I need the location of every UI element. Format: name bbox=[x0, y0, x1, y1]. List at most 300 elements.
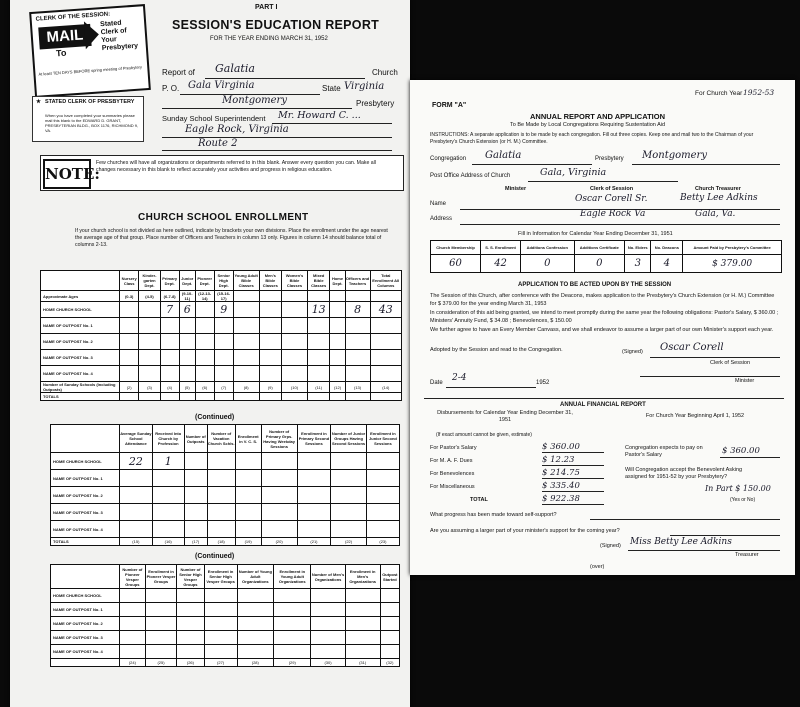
table-header: Mixed Bible Classes bbox=[307, 271, 329, 291]
table-cell bbox=[120, 603, 146, 617]
accept-value: In Part $ 150.00 bbox=[705, 484, 771, 493]
table-cell bbox=[139, 318, 160, 334]
clerk-of-session-label: Clerk of Session bbox=[710, 360, 751, 366]
table-row bbox=[51, 645, 400, 659]
column-number: (2) bbox=[120, 382, 139, 393]
part-label: PART I bbox=[255, 4, 278, 11]
table-cell bbox=[282, 350, 308, 366]
table-cell bbox=[345, 350, 370, 366]
treasurer-signature: Miss Betty Lee Adkins bbox=[630, 537, 732, 547]
table-cell bbox=[145, 617, 177, 631]
presbytery-value-right: Montgomery bbox=[642, 150, 707, 161]
table-cell bbox=[120, 334, 139, 350]
table-header: Senior High Dept. bbox=[214, 271, 233, 291]
table-cell bbox=[145, 645, 177, 659]
table-cell bbox=[184, 487, 207, 504]
table-cell bbox=[330, 334, 345, 350]
table-cell bbox=[204, 617, 237, 631]
deadline-note: At least TEN DAYS BEFORE spring meeting of Presbytery bbox=[38, 64, 143, 77]
name-label: Name bbox=[430, 201, 447, 207]
table-header: Primary Dept. bbox=[160, 271, 179, 291]
table-cell bbox=[274, 617, 311, 631]
table-header: Young Adult Bible Classes bbox=[233, 271, 259, 291]
stat-confession: 0 bbox=[521, 255, 574, 273]
table-cell bbox=[152, 487, 184, 504]
table-cell bbox=[179, 350, 195, 366]
table-header: Officers and Teachers bbox=[345, 271, 370, 291]
table-cell bbox=[214, 350, 233, 366]
table-cell bbox=[345, 603, 380, 617]
row-label: NAME OF OUTPOST No. 4 bbox=[51, 521, 120, 538]
table-row bbox=[41, 302, 402, 318]
disbursement-value: $ 335.40 bbox=[542, 481, 604, 492]
table-cell bbox=[331, 470, 367, 487]
superintendent-value: Mr. Howard C. ... bbox=[278, 110, 361, 121]
enrollment-table bbox=[40, 270, 402, 401]
table-cell bbox=[331, 453, 367, 470]
table-cell bbox=[233, 350, 259, 366]
age-label: Approximate Ages bbox=[41, 291, 120, 302]
table-cell bbox=[297, 504, 331, 521]
table-row bbox=[41, 350, 402, 366]
if-exact-note: (If exact amount cannot be given, estimate) bbox=[436, 432, 532, 438]
table-cell bbox=[179, 334, 195, 350]
age-range: (4-5) bbox=[139, 291, 160, 302]
column-number: (7) bbox=[214, 382, 233, 393]
table-header: Outpost Started bbox=[380, 565, 399, 589]
disbursement-value: $ 360.00 bbox=[542, 442, 604, 453]
table-cell bbox=[307, 350, 329, 366]
disbursement-row bbox=[430, 442, 610, 455]
table-cell: 22 bbox=[120, 453, 153, 470]
table-cell bbox=[297, 521, 331, 538]
table-header: Women's Bible Classes bbox=[282, 271, 308, 291]
disbursement-label: For Benevolences bbox=[430, 471, 475, 477]
expects-text: Congregation expects to pay on Pastor's Salary bbox=[625, 445, 703, 458]
star-icon: ★ bbox=[36, 99, 41, 105]
table-header: Enrollment in Primary Second Sessions bbox=[297, 425, 331, 453]
row-label: NAME OF OUTPOST No. 3 bbox=[51, 631, 120, 645]
stat-enrollment: 42 bbox=[481, 255, 521, 273]
table-cell: 13 bbox=[307, 302, 329, 318]
table-row bbox=[51, 631, 400, 645]
table-cell bbox=[207, 521, 235, 538]
table-cell bbox=[120, 318, 139, 334]
table-cell bbox=[120, 631, 146, 645]
address-line-1: Eagle Rock, Virginia bbox=[185, 124, 289, 135]
disbursements-head: Disbursements for Calendar Year Ending December 31, 1951 bbox=[437, 410, 573, 423]
table-cell bbox=[297, 453, 331, 470]
continued-label-2: (Continued) bbox=[195, 553, 235, 560]
church-year-value: 1952-53 bbox=[743, 88, 775, 97]
clerk-name: Oscar Corell Sr. bbox=[575, 194, 648, 204]
date-year: 1952 bbox=[536, 380, 550, 386]
table-cell bbox=[233, 302, 259, 318]
table-cell bbox=[261, 521, 297, 538]
table-cell bbox=[345, 617, 380, 631]
table-cell bbox=[235, 453, 261, 470]
table-header: Enrollment in Men's Organizations bbox=[345, 565, 380, 589]
row-label: Number of Sunday Schools (Including Outposts) bbox=[41, 382, 120, 393]
table-header: Number of Men's Organizations bbox=[311, 565, 345, 589]
table-row bbox=[41, 366, 402, 382]
table-header: S. S. Enrollment bbox=[481, 241, 521, 255]
column-number: (20) bbox=[261, 538, 297, 546]
table-cell bbox=[282, 302, 308, 318]
column-number: (13) bbox=[345, 382, 370, 393]
column-number: (5) bbox=[179, 382, 195, 393]
table-row bbox=[51, 617, 400, 631]
table-cell bbox=[177, 589, 204, 603]
table-cell bbox=[330, 302, 345, 318]
table-header: Total Enrollment All Columns bbox=[370, 271, 401, 291]
table-cell bbox=[233, 366, 259, 382]
disbursement-row bbox=[430, 494, 610, 507]
table-row bbox=[51, 521, 400, 538]
disbursement-value: $ 214.75 bbox=[542, 468, 604, 479]
table-cell bbox=[139, 302, 160, 318]
treasurer-signed-label: (Signed) bbox=[600, 543, 621, 549]
table-cell bbox=[195, 302, 214, 318]
table-cell bbox=[177, 645, 204, 659]
table-cell bbox=[204, 589, 237, 603]
table-cell bbox=[311, 631, 345, 645]
table-row bbox=[51, 603, 400, 617]
address-line-2: Route 2 bbox=[198, 138, 238, 149]
table-row bbox=[51, 487, 400, 504]
row-label: NAME OF OUTPOST No. 4 bbox=[51, 645, 120, 659]
annual-report-title: ANNUAL REPORT AND APPLICATION bbox=[530, 112, 665, 121]
age-range: (0-3) bbox=[120, 291, 139, 302]
table-cell bbox=[311, 617, 345, 631]
table-cell bbox=[179, 366, 195, 382]
table-cell bbox=[237, 631, 273, 645]
table-cell bbox=[177, 631, 204, 645]
column-number: (6) bbox=[195, 382, 214, 393]
clerk-address: Eagle Rock Va bbox=[580, 209, 646, 219]
disbursement-row bbox=[430, 455, 610, 468]
fill-in-line: Fill in Information for Calendar Year Ending December 31, 1951 bbox=[518, 231, 673, 237]
column-number: (9) bbox=[259, 382, 281, 393]
table-cell bbox=[370, 334, 401, 350]
table-cell bbox=[380, 631, 399, 645]
statistics-table bbox=[430, 240, 782, 273]
table-cell bbox=[307, 334, 329, 350]
report-title: SESSION'S EDUCATION REPORT bbox=[172, 18, 380, 32]
table-cell: 6 bbox=[179, 302, 195, 318]
table-cell bbox=[307, 318, 329, 334]
table-cell bbox=[345, 318, 370, 334]
table-cell bbox=[297, 470, 331, 487]
table-cell bbox=[184, 521, 207, 538]
table-cell bbox=[366, 487, 399, 504]
column-number: (11) bbox=[307, 382, 329, 393]
table-cell bbox=[120, 470, 153, 487]
mail-instruction-box bbox=[29, 4, 151, 98]
organizations-table bbox=[50, 564, 400, 667]
table-cell bbox=[311, 645, 345, 659]
report-of-label: Report of bbox=[162, 68, 195, 77]
disbursements-list bbox=[430, 442, 610, 507]
stated-clerk-label: Stated Clerk of Your Presbytery bbox=[99, 19, 139, 53]
table-cell bbox=[345, 645, 380, 659]
table-cell bbox=[259, 302, 281, 318]
table-row bbox=[41, 318, 402, 334]
table-cell bbox=[120, 617, 146, 631]
table-cell bbox=[366, 453, 399, 470]
table-header: Home Dept. bbox=[330, 271, 345, 291]
table-header: Church Membership bbox=[431, 241, 481, 255]
table-cell bbox=[380, 645, 399, 659]
table-cell bbox=[207, 487, 235, 504]
table-cell bbox=[145, 603, 177, 617]
table-cell bbox=[214, 366, 233, 382]
congregation-value: Galatia bbox=[485, 150, 522, 161]
table-cell bbox=[366, 521, 399, 538]
table-cell bbox=[237, 603, 273, 617]
table-cell bbox=[274, 603, 311, 617]
column-number: (12) bbox=[330, 382, 345, 393]
table-cell bbox=[259, 334, 281, 350]
table-row bbox=[51, 504, 400, 521]
table-cell bbox=[120, 504, 153, 521]
table-cell bbox=[274, 645, 311, 659]
table-cell bbox=[184, 470, 207, 487]
table-cell bbox=[160, 350, 179, 366]
superintendent-label: Sunday School Superintendent bbox=[162, 114, 266, 123]
table-cell bbox=[204, 603, 237, 617]
row-label: NAME OF OUTPOST No. 3 bbox=[41, 350, 120, 366]
table-row bbox=[51, 470, 400, 487]
row-label: NAME OF OUTPOST No. 2 bbox=[41, 334, 120, 350]
state-value: Virginia bbox=[344, 81, 385, 92]
table-cell bbox=[204, 645, 237, 659]
disbursement-row bbox=[430, 481, 610, 494]
application-text-3: We further agree to have an Every Member Canvass, and we shall endeavor to assume a larger part of our own Minister's support each year. bbox=[430, 327, 774, 333]
row-label: HOME CHURCH SCHOOL bbox=[51, 453, 120, 470]
yes-no-label: (Yes or No) bbox=[730, 497, 756, 503]
adopted-line: Adopted by the Session and read to the Congregation. bbox=[430, 347, 563, 353]
column-number: (22) bbox=[331, 538, 367, 546]
minister-label: Minister bbox=[735, 378, 755, 384]
table-cell bbox=[179, 318, 195, 334]
column-number: (15) bbox=[120, 538, 153, 546]
column-number: (26) bbox=[177, 659, 204, 667]
column-number: (28) bbox=[237, 659, 273, 667]
disbursement-label: For M. A. F. Dues bbox=[430, 458, 473, 464]
table-cell bbox=[259, 318, 281, 334]
table-cell bbox=[152, 504, 184, 521]
table-cell bbox=[331, 487, 367, 504]
column-number: (24) bbox=[120, 659, 146, 667]
column-number: (23) bbox=[366, 538, 399, 546]
congregation-label: Congregation bbox=[430, 156, 467, 162]
row-label: NAME OF OUTPOST No. 1 bbox=[41, 318, 120, 334]
table-cell bbox=[370, 366, 401, 382]
col-clerk: Clerk of Session bbox=[590, 186, 634, 192]
session-education-report-page bbox=[10, 0, 410, 707]
row-label: HOME CHURCH SCHOOL bbox=[41, 302, 120, 318]
table-cell bbox=[139, 366, 160, 382]
table-cell: 9 bbox=[214, 302, 233, 318]
stat-amount-paid: $ 379.00 bbox=[683, 255, 782, 273]
presbytery-value: Montgomery bbox=[222, 95, 287, 106]
report-year: FOR THE YEAR ENDING MARCH 31, 1952 bbox=[210, 36, 328, 42]
clerk-signature: Oscar Corell bbox=[660, 342, 724, 353]
table-cell bbox=[259, 350, 281, 366]
treasurer-name: Betty Lee Adkins bbox=[680, 193, 758, 203]
table-cell bbox=[160, 334, 179, 350]
disbursement-value: $ 922.38 bbox=[542, 494, 604, 505]
church-label: Church bbox=[372, 68, 398, 77]
table-cell bbox=[152, 470, 184, 487]
table-header: Number of Young Adult Organizations bbox=[237, 565, 273, 589]
table-header: Number of Outposts bbox=[184, 425, 207, 453]
table-header: Average Sunday School Attendance bbox=[120, 425, 153, 453]
table-header: Nursery Class bbox=[120, 271, 139, 291]
column-number: (14) bbox=[370, 382, 401, 393]
column-number: (31) bbox=[345, 659, 380, 667]
table-header: Number of Primary Grps. Having Weekday Sessions bbox=[261, 425, 297, 453]
table-cell bbox=[274, 589, 311, 603]
column-number: (27) bbox=[204, 659, 237, 667]
table-header: No. Elders bbox=[625, 241, 651, 255]
application-text-1: The Session of this Church, after conference with the Deacons, makes application to the Presbytery's Church Extension (or H. M.) Committee for $ 379.00 for the year ending March 31, 1953 bbox=[430, 293, 775, 307]
age-range: (6-7-8) bbox=[160, 291, 179, 302]
row-label: NAME OF OUTPOST No. 2 bbox=[51, 617, 120, 631]
column-number: (25) bbox=[145, 659, 177, 667]
age-range: (15-16-17) bbox=[214, 291, 233, 302]
enrollment-title: CHURCH SCHOOL ENROLLMENT bbox=[138, 212, 309, 223]
stat-deacons: 4 bbox=[651, 255, 683, 273]
attendance-table bbox=[50, 424, 400, 546]
stated-clerk-body: When you have completed your summaries please mail this blank to the EDWARD D. GRANT, PRESBYTERIAN BLDG., BOX 1176, RICHMOND 9, VA. bbox=[45, 113, 139, 133]
table-header: Received Into Church by Profession bbox=[152, 425, 184, 453]
table-cell: 7 bbox=[160, 302, 179, 318]
table-cell bbox=[311, 589, 345, 603]
table-cell bbox=[145, 631, 177, 645]
table-header: Amount Paid by Presbytery's Committee bbox=[683, 241, 782, 255]
table-cell bbox=[184, 504, 207, 521]
row-label: NAME OF OUTPOST No. 4 bbox=[41, 366, 120, 382]
table-cell bbox=[380, 589, 399, 603]
table-cell bbox=[261, 487, 297, 504]
table-cell: 8 bbox=[345, 302, 370, 318]
column-number: (30) bbox=[311, 659, 345, 667]
age-range: (12-13-14) bbox=[195, 291, 214, 302]
column-number: (10) bbox=[282, 382, 308, 393]
table-cell bbox=[235, 521, 261, 538]
table-cell bbox=[120, 350, 139, 366]
table-cell bbox=[214, 334, 233, 350]
table-header: Additions Certificate bbox=[574, 241, 625, 255]
table-cell bbox=[297, 487, 331, 504]
table-cell bbox=[261, 453, 297, 470]
table-cell bbox=[177, 617, 204, 631]
table-cell bbox=[282, 318, 308, 334]
table-cell bbox=[380, 603, 399, 617]
presbytery-label: Presbytery bbox=[356, 99, 395, 108]
expects-value: $ 360.00 bbox=[722, 446, 760, 456]
table-cell bbox=[207, 453, 235, 470]
state-label: State bbox=[322, 84, 341, 93]
table-cell bbox=[237, 589, 273, 603]
table-cell bbox=[177, 603, 204, 617]
table-cell bbox=[214, 318, 233, 334]
table-cell bbox=[207, 504, 235, 521]
table-row bbox=[41, 334, 402, 350]
table-cell bbox=[195, 334, 214, 350]
table-cell bbox=[366, 470, 399, 487]
table-cell bbox=[235, 470, 261, 487]
table-cell bbox=[331, 504, 367, 521]
table-header: Enrollment in Senior High Vesper Groups bbox=[204, 565, 237, 589]
column-number: (19) bbox=[235, 538, 261, 546]
column-number: (8) bbox=[233, 382, 259, 393]
table-cell bbox=[274, 631, 311, 645]
table-cell bbox=[120, 366, 139, 382]
note-box bbox=[40, 155, 404, 191]
presbytery-label-right: Presbytery bbox=[595, 156, 624, 162]
table-cell bbox=[160, 366, 179, 382]
table-cell bbox=[330, 350, 345, 366]
mail-to: To bbox=[55, 47, 67, 59]
stated-clerk-box bbox=[32, 96, 144, 142]
note-label: NOTE: bbox=[43, 159, 91, 189]
table-header: Pioneer Dept. bbox=[195, 271, 214, 291]
table-cell bbox=[311, 603, 345, 617]
table-cell bbox=[120, 521, 153, 538]
table-cell bbox=[120, 645, 146, 659]
treasurer-address: Gala, Va. bbox=[695, 209, 736, 219]
column-number: (18) bbox=[207, 538, 235, 546]
table-cell bbox=[345, 334, 370, 350]
table-cell bbox=[366, 504, 399, 521]
annual-report-subtitle: To Be Made by Local Congregations Requiring Sustentation Aid bbox=[510, 122, 666, 128]
table-cell bbox=[160, 318, 179, 334]
table-cell bbox=[233, 318, 259, 334]
table-row bbox=[51, 453, 400, 470]
clerk-line: CLERK OF THE SESSION: bbox=[35, 11, 111, 23]
larger-part-question: Are you assuming a larger part of your minister's support for the coming year? bbox=[430, 528, 620, 534]
table-cell bbox=[204, 631, 237, 645]
form-label: FORM "A" bbox=[432, 102, 467, 109]
col-treasurer: Church Treasurer bbox=[695, 186, 741, 192]
col-minister: Minister bbox=[505, 186, 527, 192]
annual-report-application-page bbox=[410, 80, 795, 575]
application-text-2: In consideration of this aid being granted, we intend to meet promptly during the same year the following obligations: Pastor's Salary, $ 360.00 ; Ministers' Annuity Fund, $ 34.08 ; Benevolences, $ 150.00 bbox=[430, 310, 779, 324]
disbursement-label: TOTAL bbox=[470, 497, 488, 503]
table-cell bbox=[195, 350, 214, 366]
signed-label: (Signed) bbox=[622, 349, 643, 355]
arrow-right-icon bbox=[84, 20, 100, 49]
post-office-label: Post Office Address of Church bbox=[430, 173, 511, 179]
table-cell bbox=[331, 521, 367, 538]
table-row bbox=[51, 589, 400, 603]
column-number: (4) bbox=[160, 382, 179, 393]
table-cell bbox=[139, 350, 160, 366]
table-header: Enrollment in Pioneer Vesper Groups bbox=[145, 565, 177, 589]
table-cell bbox=[152, 521, 184, 538]
table-cell bbox=[261, 504, 297, 521]
treasurer-label: Treasurer bbox=[735, 552, 759, 558]
table-cell bbox=[195, 318, 214, 334]
age-range: (9-10-11) bbox=[179, 291, 195, 302]
stat-membership: 60 bbox=[431, 255, 481, 273]
table-cell: 1 bbox=[152, 453, 184, 470]
column-number: (16) bbox=[152, 538, 184, 546]
table-cell bbox=[120, 487, 153, 504]
